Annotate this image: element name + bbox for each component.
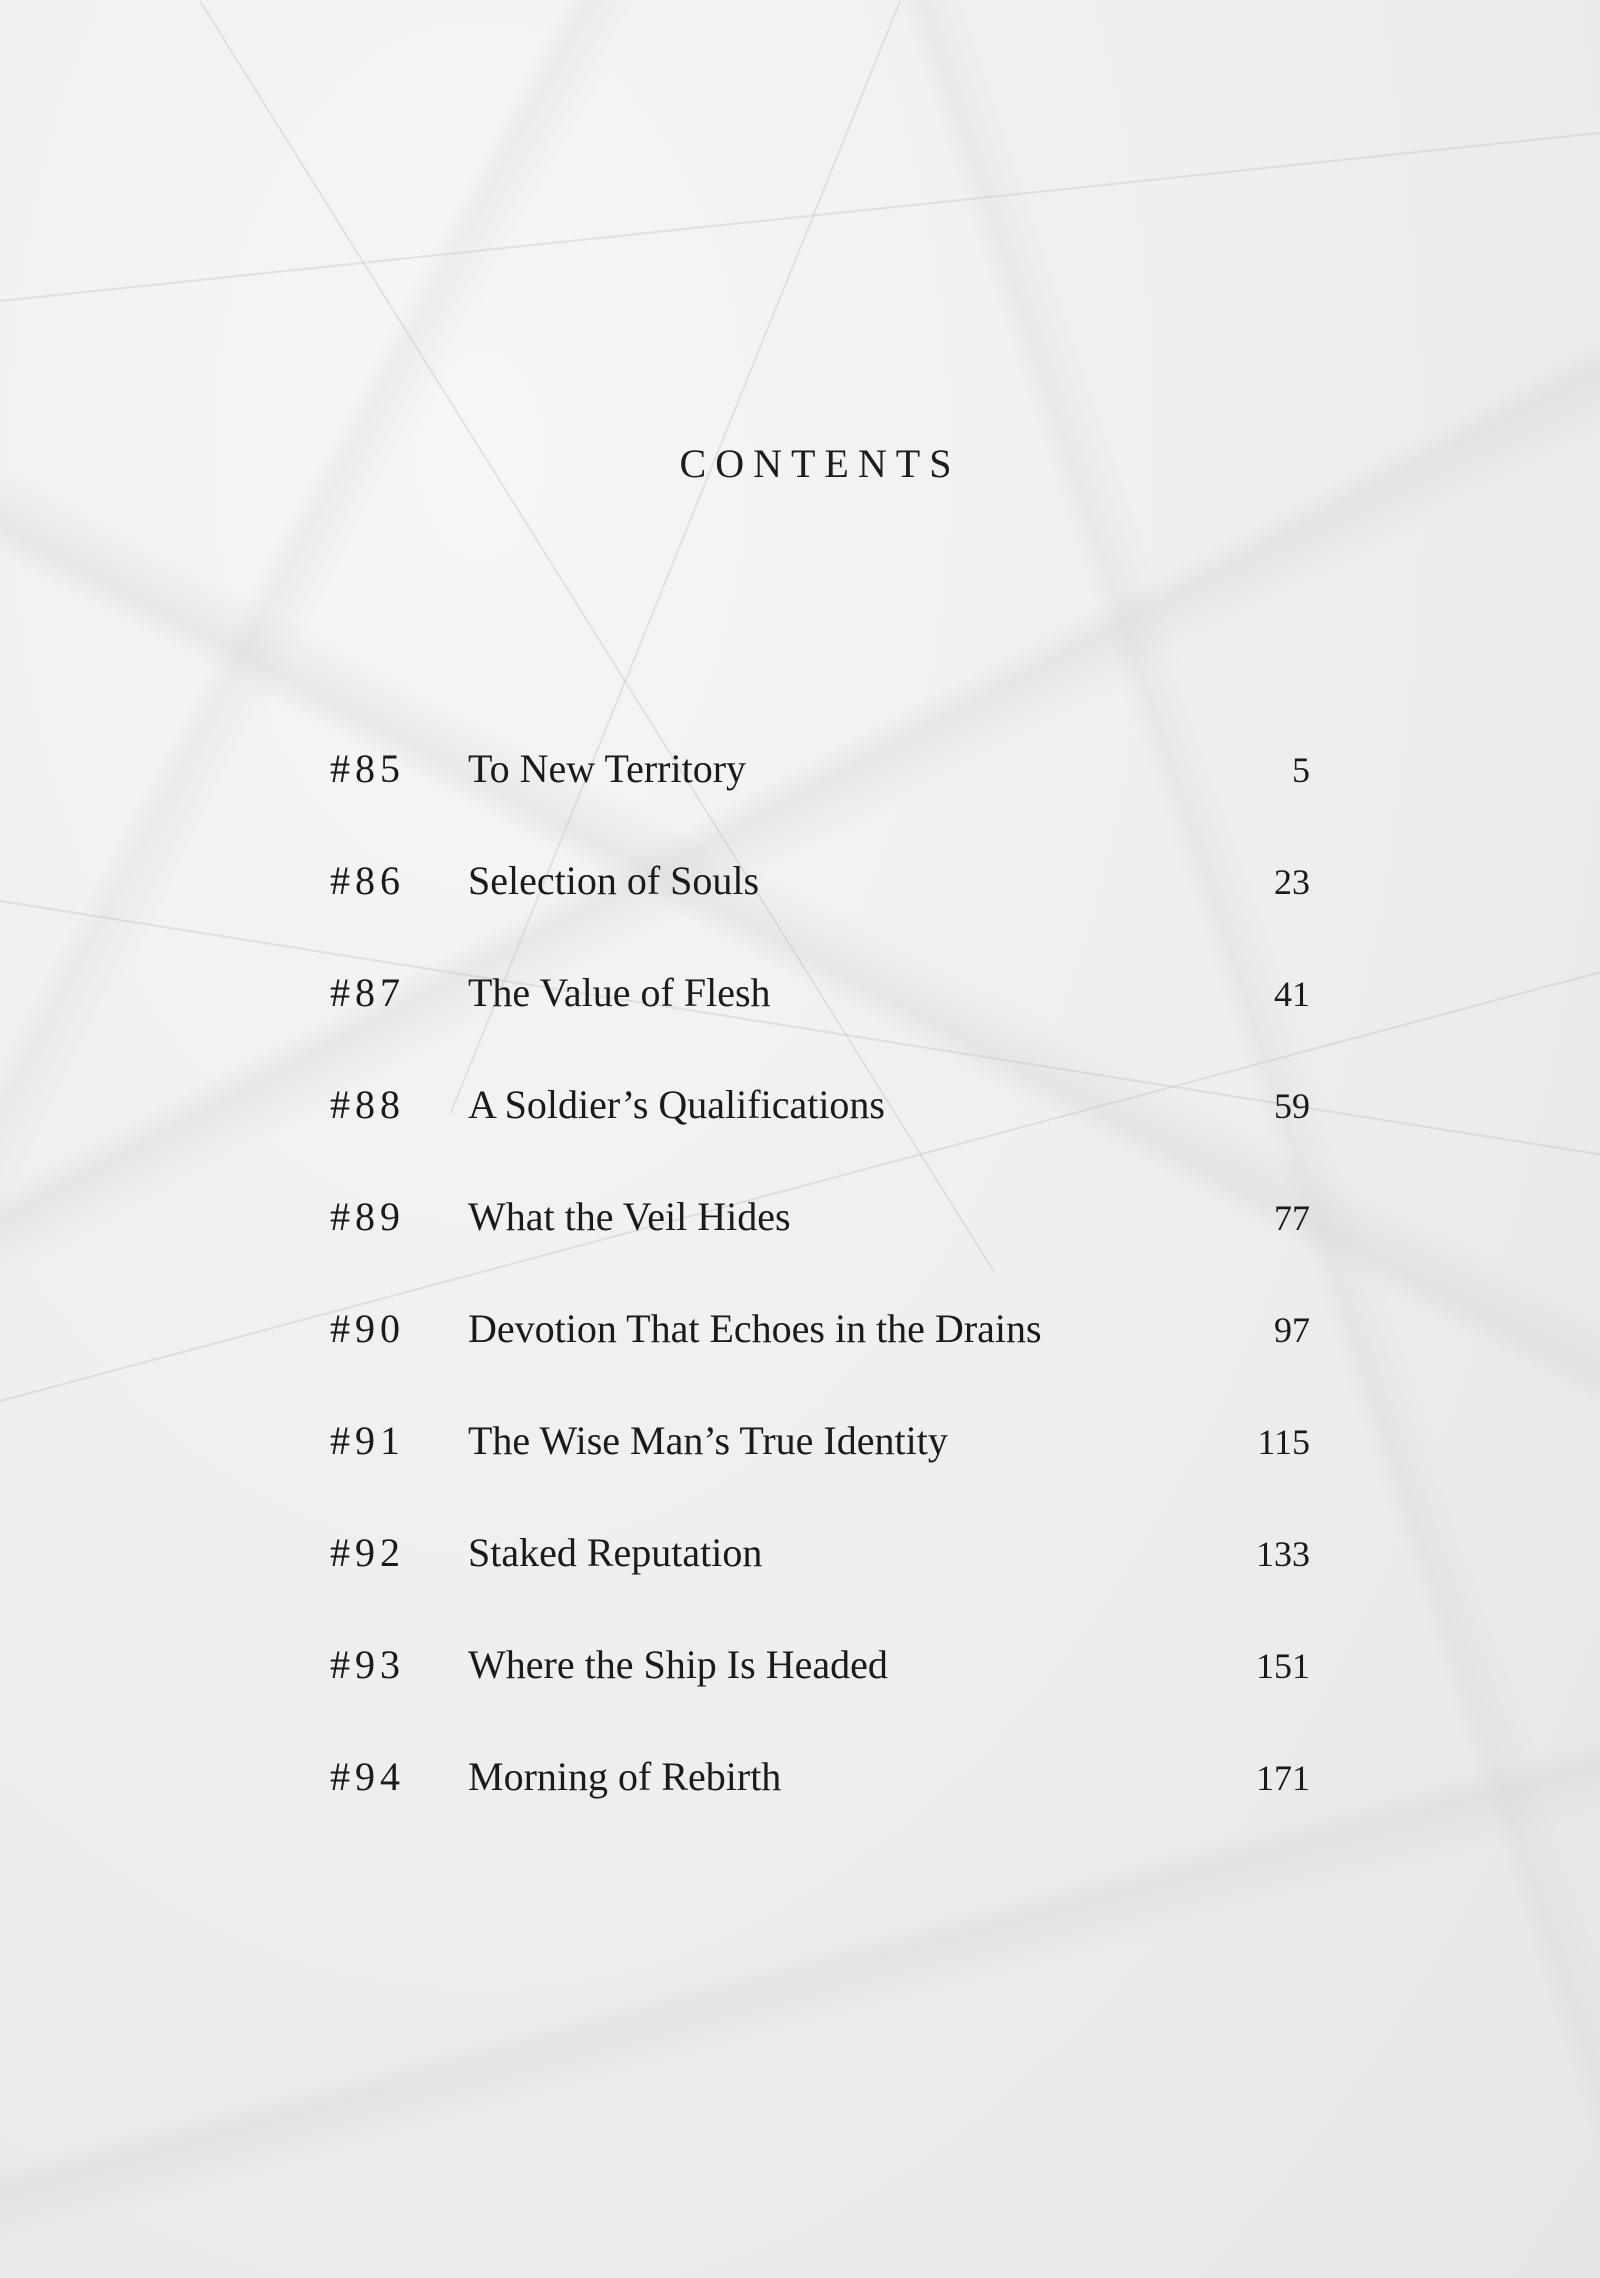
chapter-title: Where the Ship Is Headed bbox=[468, 1642, 888, 1687]
chapter-title: The Value of Flesh bbox=[468, 970, 771, 1015]
chapter-title: What the Veil Hides bbox=[468, 1194, 791, 1239]
page-number: 151 bbox=[1256, 1646, 1310, 1686]
chapter-title: Morning of Rebirth bbox=[468, 1754, 782, 1799]
chapter-number: #88 bbox=[330, 1082, 405, 1127]
page-number: 23 bbox=[1274, 862, 1310, 902]
chapter-title: Staked Reputation bbox=[468, 1530, 763, 1575]
page-number: 5 bbox=[1292, 750, 1310, 790]
chapter-title: The Wise Man’s True Identity bbox=[468, 1418, 948, 1463]
chapter-number: #93 bbox=[330, 1642, 405, 1687]
chapter-number: #90 bbox=[330, 1306, 405, 1351]
chapter-number: #87 bbox=[330, 970, 405, 1015]
toc-entry[interactable] bbox=[330, 1081, 1310, 1193]
page-number: 97 bbox=[1274, 1310, 1310, 1350]
page-number: 133 bbox=[1256, 1534, 1310, 1574]
toc-entry[interactable] bbox=[330, 1529, 1310, 1641]
chapter-number: #89 bbox=[330, 1194, 405, 1239]
toc-entry[interactable] bbox=[330, 745, 1310, 857]
chapter-number: #92 bbox=[330, 1530, 405, 1575]
toc-entry[interactable] bbox=[330, 1417, 1310, 1529]
toc-entry[interactable] bbox=[330, 1305, 1310, 1417]
chapter-title: A Soldier’s Qualifications bbox=[468, 1082, 885, 1127]
toc-entry[interactable] bbox=[330, 969, 1310, 1081]
page-number: 59 bbox=[1274, 1086, 1310, 1126]
chapter-number: #91 bbox=[330, 1418, 405, 1463]
table-of-contents bbox=[330, 745, 1310, 1865]
page-number: 115 bbox=[1257, 1422, 1310, 1462]
chapter-number: #86 bbox=[330, 858, 405, 903]
toc-entry[interactable] bbox=[330, 1193, 1310, 1305]
page-number: 171 bbox=[1256, 1758, 1310, 1798]
toc-entry[interactable] bbox=[330, 1641, 1310, 1753]
toc-entry[interactable] bbox=[330, 857, 1310, 969]
chapter-number: #85 bbox=[330, 746, 405, 791]
contents-title: CONTENTS bbox=[679, 441, 961, 486]
chapter-title: To New Territory bbox=[468, 746, 747, 791]
chapter-title: Selection of Souls bbox=[468, 858, 760, 903]
paper-crease bbox=[0, 122, 1600, 302]
chapter-number: #94 bbox=[330, 1754, 405, 1799]
toc-entry[interactable] bbox=[330, 1753, 1310, 1865]
page-number: 77 bbox=[1274, 1198, 1310, 1238]
chapter-title: Devotion That Echoes in the Drains bbox=[468, 1306, 1042, 1351]
page-number: 41 bbox=[1274, 974, 1310, 1014]
